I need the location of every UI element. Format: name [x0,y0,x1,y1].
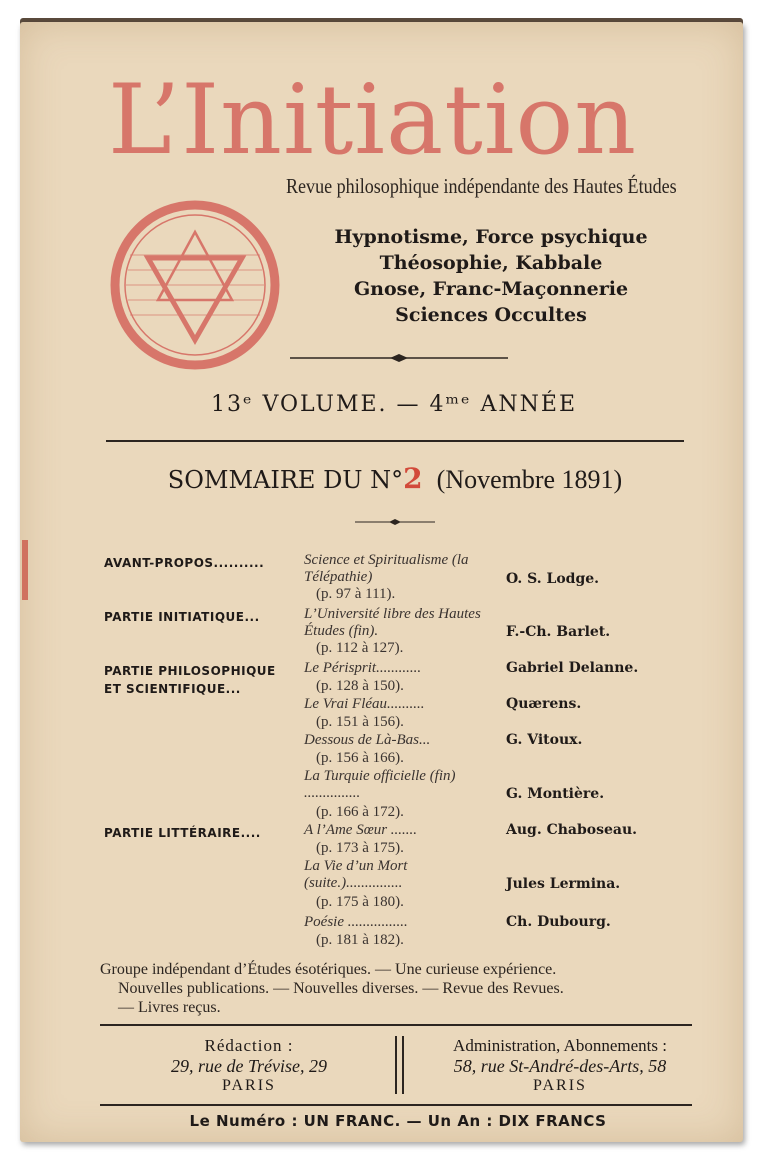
administration-city: PARIS [533,1077,587,1094]
divider-rule [100,1024,692,1026]
groupe-line: Nouvelles publications. — Nouvelles diverses. — Revue des Revues. [118,980,564,997]
toc-entry-title: A l’Ame Sœur ....... [304,822,418,838]
toc-entry-author: Jules Lermina. [506,876,621,892]
issue-date: (Novembre 1891) [436,465,623,494]
redaction-block [104,1036,394,1095]
spine-mark [22,540,28,600]
toc-entry-title: Le Vrai Fléau.......... [304,696,425,712]
journal-subtitle: Revue philosophique indépendante des Hautes Études [286,174,677,198]
topic-line: Hypnotisme, Force psychique [334,226,648,248]
volume-line: 13ᵉ VOLUME. — 4ᵐᵉ ANNÉE [210,392,578,417]
administration-block [410,1036,710,1095]
toc-entry-pages: (p. 173 à 175). [316,840,404,856]
redaction-city: PARIS [222,1077,276,1094]
topic-line: Sciences Occultes [395,304,587,326]
toc-entry-pages: (p. 128 à 150). [316,678,404,694]
toc-entry-author: Aug. Chaboseau. [506,822,638,838]
redaction-heading: Rédaction : [204,1036,294,1055]
toc-entry-author: G. Montière. [506,786,605,802]
groupe-line: Groupe indépendant d’Études ésotériques. — Une curieuse expérience. [100,961,557,978]
redaction-address: 29, rue de Trévise, 29 [171,1056,327,1076]
topics-list [286,224,696,328]
toc-entry-author: G. Vitoux. [506,732,583,748]
seal-emblem-icon [110,200,280,370]
ornament-divider [290,352,508,364]
section-avant-propos: AVANT-PROPOS.......... [104,556,265,570]
toc-entry-pages: (p. 166 à 172). [316,804,404,820]
divider-rule [100,1104,692,1106]
price-line: Le Numéro : UN FRANC. — Un An : DIX FRANCS [189,1112,607,1130]
topic-line: Gnose, Franc-Maçonnerie [353,278,629,300]
sommaire-label: SOMMAIRE DU N° [167,466,404,494]
issue-number: 2 [403,462,423,495]
divider-rule [106,440,684,442]
topic-line: Théosophie, Kabbale [379,252,603,274]
section-philosophique: PARTIE PHILOSOPHIQUE [104,664,276,678]
toc-entry-title: Poésie ................ [304,914,408,930]
toc-entry-pages: (p. 175 à 180). [316,894,404,910]
toc-entry-title: Le Périsprit............ [304,660,422,676]
toc-entry-author: F.-Ch. Barlet. [506,624,611,640]
toc-entry-pages: (p. 151 à 156). [316,714,404,730]
groupe-notice [100,960,700,1017]
ornament-divider-small [355,517,435,527]
toc-entry-pages: (p. 112 à 127). [316,640,404,656]
toc-entry-pages: (p. 156 à 166). [316,750,404,766]
sommaire-heading [108,462,682,495]
toc-entry-title: La Vie d’un Mort (suite.)............... [304,858,408,891]
toc-entry-author: Gabriel Delanne. [506,660,639,676]
journal-title: L’Initiation [108,64,638,176]
toc-entry-author: Quærens. [506,696,582,712]
toc-entry-title: La Turquie officielle (fin) ............... [304,768,456,801]
toc-entry-author: O. S. Lodge. [506,571,600,587]
toc-entry-title: L’Université libre des Hautes Études (fin). [304,606,481,639]
toc-entry-pages: (p. 97 à 111). [316,586,396,602]
section-initiatique: PARTIE INITIATIQUE... [104,610,260,624]
administration-address: 58, rue St-André-des-Arts, 58 [453,1056,667,1076]
column-separator [395,1036,404,1094]
section-litteraire: PARTIE LITTÉRAIRE.... [104,826,261,840]
section-scientifique: ET SCIENTIFIQUE... [104,682,241,696]
administration-heading: Administration, Abonnements : [453,1036,667,1055]
groupe-line: — Livres reçus. [118,999,221,1016]
toc-entry-author: Ch. Dubourg. [506,914,611,930]
toc-entry-title: Science et Spiritualisme (la Télépathie) [304,552,469,585]
toc-entry-title: Dessous de Là-Bas... [304,732,431,748]
toc-entry-pages: (p. 181 à 182). [316,932,404,948]
